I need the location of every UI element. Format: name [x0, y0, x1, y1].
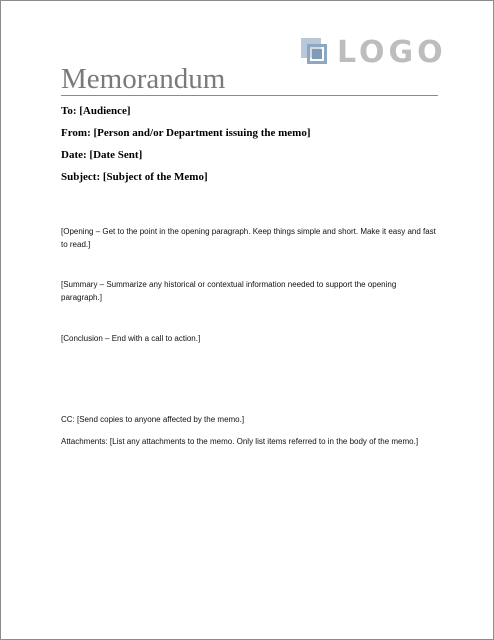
summary-paragraph: [Summary – Summarize any historical or contextual information needed to support the opening paragraph.] — [61, 280, 397, 302]
memo-title: Memorandum — [61, 63, 226, 95]
from-field: From: [Person and/or Department issuing the memo] — [61, 127, 311, 139]
logo-text: LOGO — [337, 35, 447, 70]
attachments-line: Attachments: [List any attachments to the memo. Only list items referred to in the body of the memo.] — [61, 437, 419, 446]
date-field: Date: [Date Sent] — [61, 149, 143, 161]
title-divider — [61, 95, 438, 96]
logo-squares-icon — [301, 38, 331, 68]
conclusion-paragraph: [Conclusion – End with a call to action.] — [61, 334, 201, 343]
cc-line: CC: [Send copies to anyone affected by the memo.] — [61, 415, 245, 424]
logo — [301, 35, 447, 70]
to-field: To: [Audience] — [61, 105, 131, 117]
subject-field: Subject: [Subject of the Memo] — [61, 171, 208, 183]
opening-paragraph: [Opening – Get to the point in the opening paragraph. Keep things simple and short. Make it easy and fast to read.] — [61, 227, 436, 249]
